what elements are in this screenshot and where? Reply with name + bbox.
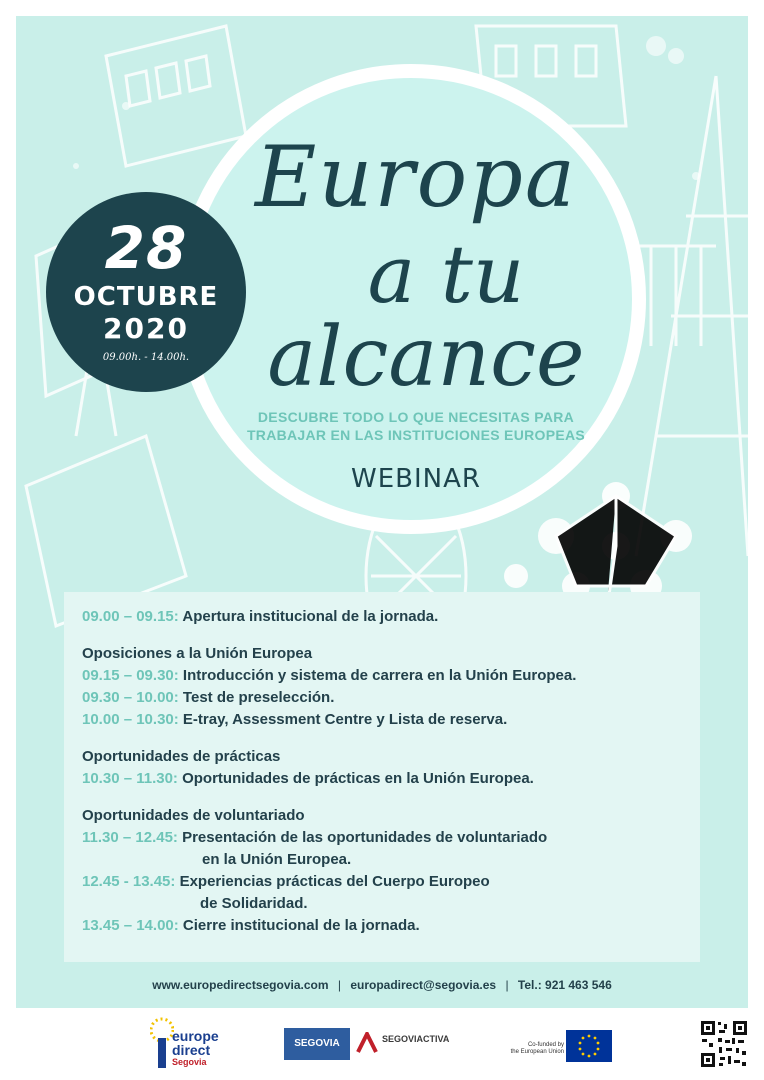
phone-number: Tel.: 921 463 546: [517, 978, 612, 992]
europe-direct-stars-icon: [150, 1016, 174, 1074]
segoviactiva-mark-icon: [356, 1032, 378, 1054]
agenda-item: [82, 915, 682, 937]
website-link[interactable]: www.europedirectsegovia.com: [152, 978, 329, 992]
agenda-text: Oportunidades de prácticas en la Unión Europea.: [182, 770, 534, 787]
eu-flag-icon: [566, 1030, 612, 1062]
title-line-1: Europa: [255, 128, 577, 226]
agenda-text: Apertura institucional de la jornada.: [182, 608, 439, 625]
agenda-item: [82, 827, 682, 849]
date-day: 28: [104, 214, 188, 282]
agenda-text: Experiencias prácticas del Cuerpo Europeo: [179, 873, 490, 890]
format-label: WEBINAR: [351, 464, 481, 494]
date-month: OCTUBRE: [73, 282, 219, 312]
agenda-text: Cierre institucional de la jornada.: [182, 917, 420, 934]
agenda-time: 10.00 – 10.30:: [82, 711, 179, 728]
section-heading: Oportunidades de voluntariado: [82, 807, 305, 824]
date-badge: [46, 192, 246, 392]
ed-line-2: direct: [172, 1042, 211, 1058]
segoviactiva-name: SEGOVIACTIVA: [382, 1034, 450, 1044]
agenda-time: 12.45 - 13.45:: [82, 873, 176, 890]
section-heading: Oportunidades de prácticas: [82, 748, 281, 765]
date-hours: 09.00h. - 14.00h.: [102, 352, 190, 363]
agenda-text: E-tray, Assessment Centre y Lista de reserva.: [182, 711, 508, 728]
agenda-text: Test de preselección.: [182, 689, 335, 706]
subtitle-line-2: TRABAJAR EN LAS INSTITUCIONES EUROPEAS: [246, 427, 586, 443]
subtitle: [196, 408, 636, 444]
agenda-item: [82, 871, 682, 893]
agenda-time: 09.30 – 10.00:: [82, 689, 179, 706]
eu-cofunded-logo: [508, 1030, 614, 1062]
agenda-time: 11.30 – 12.45:: [82, 829, 178, 846]
logos-footer: [0, 1008, 764, 1080]
agenda-text-continued: de Solidaridad.: [200, 895, 308, 912]
title-line-3: alcance: [267, 310, 585, 405]
segoviactiva-logo: [356, 1028, 456, 1060]
agenda-time: 09.15 – 09.30:: [82, 667, 179, 684]
date-year: 2020: [103, 312, 189, 345]
agenda-text: Presentación de las oportunidades de voluntariado: [182, 829, 548, 846]
poster-background: [16, 16, 748, 1008]
contact-line: www.europedirectsegovia.com | europadirect@segovia.es | Tel.: 921 463 546: [152, 978, 612, 992]
qr-code[interactable]: [700, 1020, 748, 1068]
agenda-time: 10.30 – 11.30:: [82, 770, 178, 787]
agenda-item: [82, 687, 682, 709]
europe-direct-logo: [150, 1016, 230, 1074]
ed-line-1: europe: [172, 1028, 219, 1044]
agenda-item: [82, 709, 682, 731]
agenda-box: [64, 592, 700, 962]
agenda-time: 13.45 – 14.00:: [82, 917, 179, 934]
title-line-2: a tu: [367, 228, 525, 321]
email-link[interactable]: europadirect@segovia.es: [350, 978, 497, 992]
subtitle-line-1: DESCUBRE TODO LO QUE NECESITAS PARA: [257, 409, 575, 425]
agenda-item: [82, 606, 682, 628]
agenda-item: [82, 768, 682, 790]
agenda-text-continued: en la Unión Europea.: [202, 851, 352, 868]
section-heading: Oposiciones a la Unión Europea: [82, 645, 313, 662]
agenda-text: Introducción y sistema de carrera en la Unión Europea.: [182, 667, 577, 684]
ed-line-3: Segovia: [172, 1057, 207, 1067]
eu-text: Co-funded by the European Union: [510, 1042, 564, 1055]
agenda-item: [82, 665, 682, 687]
agenda-time: 09.00 – 09.15:: [82, 608, 179, 625]
segovia-logo: SEGOVIA: [284, 1028, 350, 1060]
